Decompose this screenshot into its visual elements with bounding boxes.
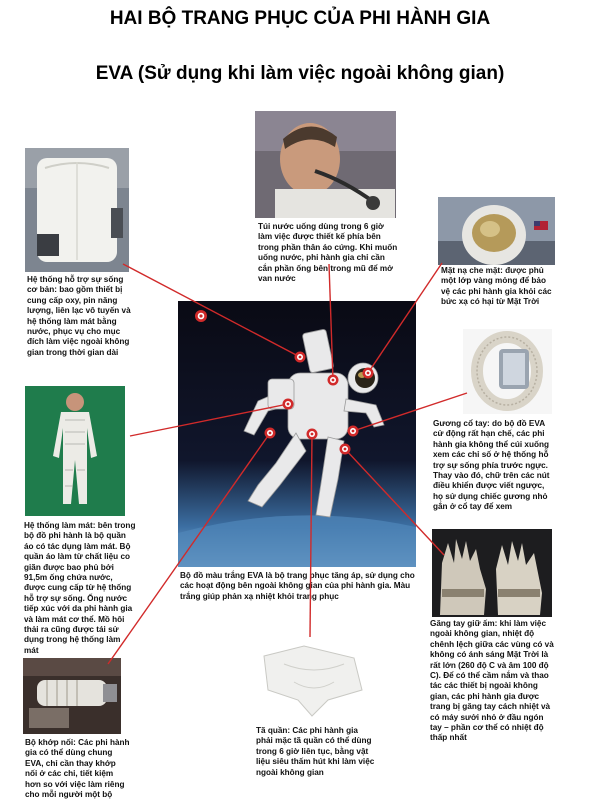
diaper-photo: [254, 636, 372, 722]
title-line-1: HAI BỘ TRANG PHỤC CỦA PHI HÀNH GIA: [109, 8, 491, 29]
visor-caption: Mặt nạ che mặt: được phủ một lớp vàng mỏng để bảo vệ các phi hành gia khỏi các bức xạ có hại từ Mặt Trời: [441, 266, 552, 307]
water-bag-caption: Túi nước uống dùng trong 6 giờ làm việc được thiết kế phía bên trong phần thân áo cứng. Khi muốn uống nước, phi hành gia chỉ cần cắn phần ống bên trong mũ để mở van nước: [258, 222, 398, 284]
visor-photo: [438, 197, 555, 265]
cooling-garment-photo: [25, 386, 125, 516]
mirror-caption: Gương cổ tay: do bộ đồ EVA cử động rất hạn chế, các phi hành gia không thể cúi xuống xem các chỉ số ở hệ thống hỗ trợ sự sống phía trước ngực. Thay vào đó, chữ trên các nút điều khiển được viết ngược, họ sử dụng chiếc gương nhỏ gắn ở cổ tay để xem: [433, 419, 550, 512]
suit-main-caption: Bộ đồ màu trắng EVA là bộ trang phục tăng áp, sử dụng cho các hoạt động bên ngoài không gian của phi hành gia. Màu trắng giúp phản xạ nhiệt khỏi trang phục: [180, 571, 415, 601]
gloves-caption: Găng tay giữ ấm: khi làm việc ngoài không gian, nhiệt độ chênh lệch giữa các vùng có và không có ánh sáng Mặt Trời là rất lớn (260 độ C và âm 100 độ C). Để có thể cầm nắm và thao tác các thiết bị ngoài không gian, các phi hành gia được trang bị găng tay cách nhiệt và có máy sưởi nhỏ ở đầu ngón tay – phần cơ thể có nhiệt độ thấp nhất: [430, 619, 554, 743]
life-support-caption: Hệ thống hỗ trợ sự sống cơ bản: bao gồm thiết bị cung cấp oxy, pin năng lượng, liên lạc vô tuyến và hệ thống làm mát bằng nước, phục vụ cho mục đích làm việc ngoài không gian trong thời gian dài: [27, 275, 131, 357]
joints-caption: Bộ khớp nối: Các phi hành gia có thể dùng chung EVA, chỉ cần thay khớp nối ở các chi, tiết kiệm hơn so với việc làm riêng cho mỗi người một bộ: [25, 738, 130, 800]
joints-photo: [23, 658, 121, 734]
eva-suit-photo: [178, 301, 416, 567]
diaper-caption: Tã quần: Các phi hành gia phải mặc tã quần có thể dùng trong 6 giờ liên tục, bằng vật liệu siêu thấm hút khi làm việc ngoài không gian: [256, 726, 375, 777]
water-bag-photo: [255, 111, 396, 218]
title-line-2: EVA (Sử dụng khi làm việc ngoài không gian): [95, 63, 505, 84]
life-support-photo: [25, 148, 129, 272]
cooling-caption: Hệ thống làm mát: bên trong bộ đồ phi hành là bộ quần áo có tác dụng làm mát. Bộ quần áo làm từ chất liệu co giãn được bao phủ bởi 91,5m ống chứa nước, được cung cấp từ hệ thống hỗ trợ sự sống. Ống nước tiếp xúc với da phi hành gia và làm mát cơ thể. Mồ hôi thải ra cũng được tái sử dụng trong hệ thống làm mát: [24, 521, 136, 655]
gloves-photo: [432, 529, 552, 617]
mirror-photo: [463, 329, 552, 414]
